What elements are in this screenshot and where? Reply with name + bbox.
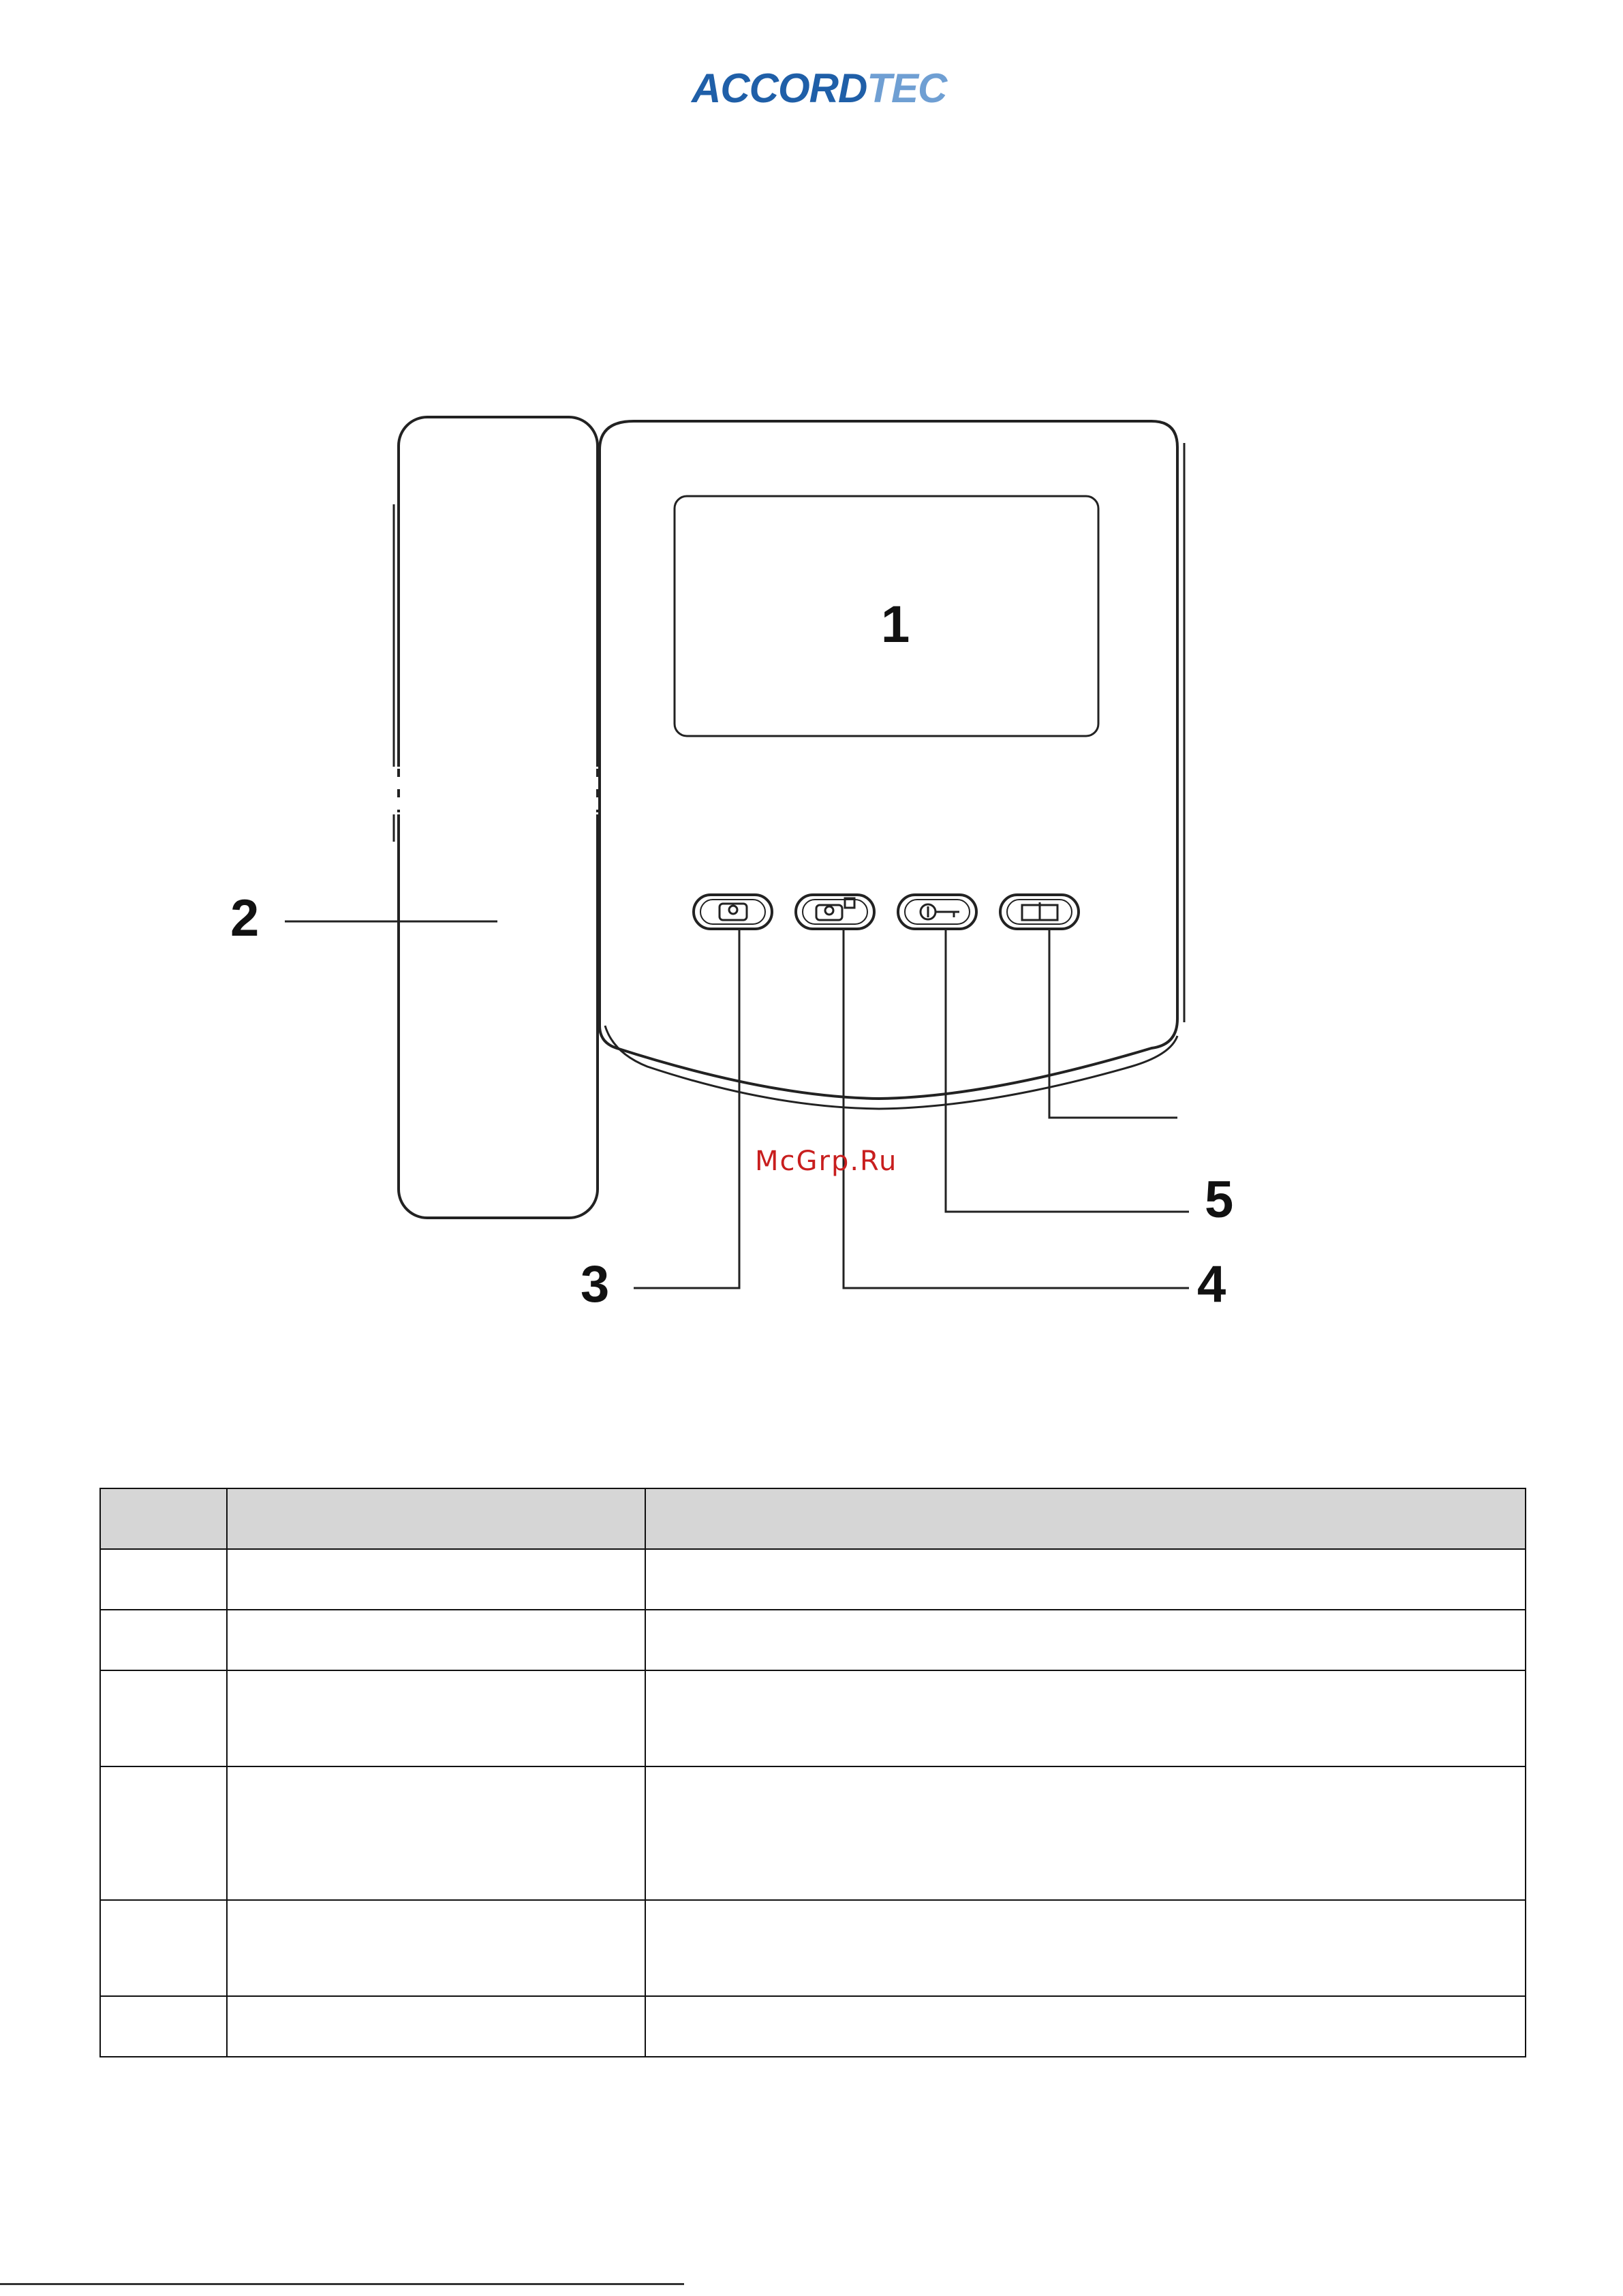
- table-cell: [100, 1996, 227, 2057]
- table-cell: [100, 1610, 227, 1670]
- table-cell: [645, 1610, 1526, 1670]
- menu-button[interactable]: [1000, 895, 1079, 929]
- table-cell: [227, 1670, 645, 1766]
- table-cell: [227, 1549, 645, 1610]
- table-header-cell: [227, 1488, 645, 1549]
- table-cell: [100, 1766, 227, 1900]
- table-header-cell: [645, 1488, 1526, 1549]
- logo-text-b: ORD: [778, 65, 867, 111]
- callout-4: 4: [1197, 1255, 1226, 1313]
- table-cell: [645, 1900, 1526, 1996]
- logo-text-a: ACC: [692, 65, 778, 111]
- table-cell: [100, 1549, 227, 1610]
- intercom-button[interactable]: [796, 895, 874, 929]
- table-row: [100, 1610, 1526, 1670]
- table-cell: [227, 1610, 645, 1670]
- table-row: [100, 1549, 1526, 1610]
- watermark: McGrp.Ru: [755, 1146, 898, 1177]
- monitor-body: [600, 421, 1184, 1109]
- leader-lines: [285, 921, 1189, 1288]
- callout-1: 1: [881, 596, 910, 654]
- callout-3: 3: [581, 1255, 610, 1313]
- table-header-row: [100, 1488, 1526, 1549]
- device-diagram: [0, 382, 1623, 1336]
- table-row: [100, 1766, 1526, 1900]
- table-cell: [100, 1670, 227, 1766]
- table-cell: [645, 1670, 1526, 1766]
- table-cell: [227, 1900, 645, 1996]
- table-cell: [227, 1996, 645, 2057]
- callout-2: 2: [230, 889, 260, 947]
- table-row: [100, 1900, 1526, 1996]
- handset: [394, 417, 598, 1218]
- table-row: [100, 1996, 1526, 2057]
- table-cell: [227, 1766, 645, 1900]
- spec-table: [99, 1488, 1526, 2057]
- callout-5: 5: [1205, 1171, 1234, 1229]
- table-row: [100, 1670, 1526, 1766]
- table-cell: [645, 1766, 1526, 1900]
- table-cell: [645, 1549, 1526, 1610]
- table-cell: [645, 1996, 1526, 2057]
- footer-rule: [0, 2283, 684, 2285]
- unlock-button[interactable]: [898, 895, 976, 929]
- table-header-cell: [100, 1488, 227, 1549]
- table-cell: [100, 1900, 227, 1996]
- logo-text-c: TEC: [867, 65, 947, 111]
- accordtec-logo: [692, 65, 947, 112]
- monitor-button[interactable]: [694, 895, 772, 929]
